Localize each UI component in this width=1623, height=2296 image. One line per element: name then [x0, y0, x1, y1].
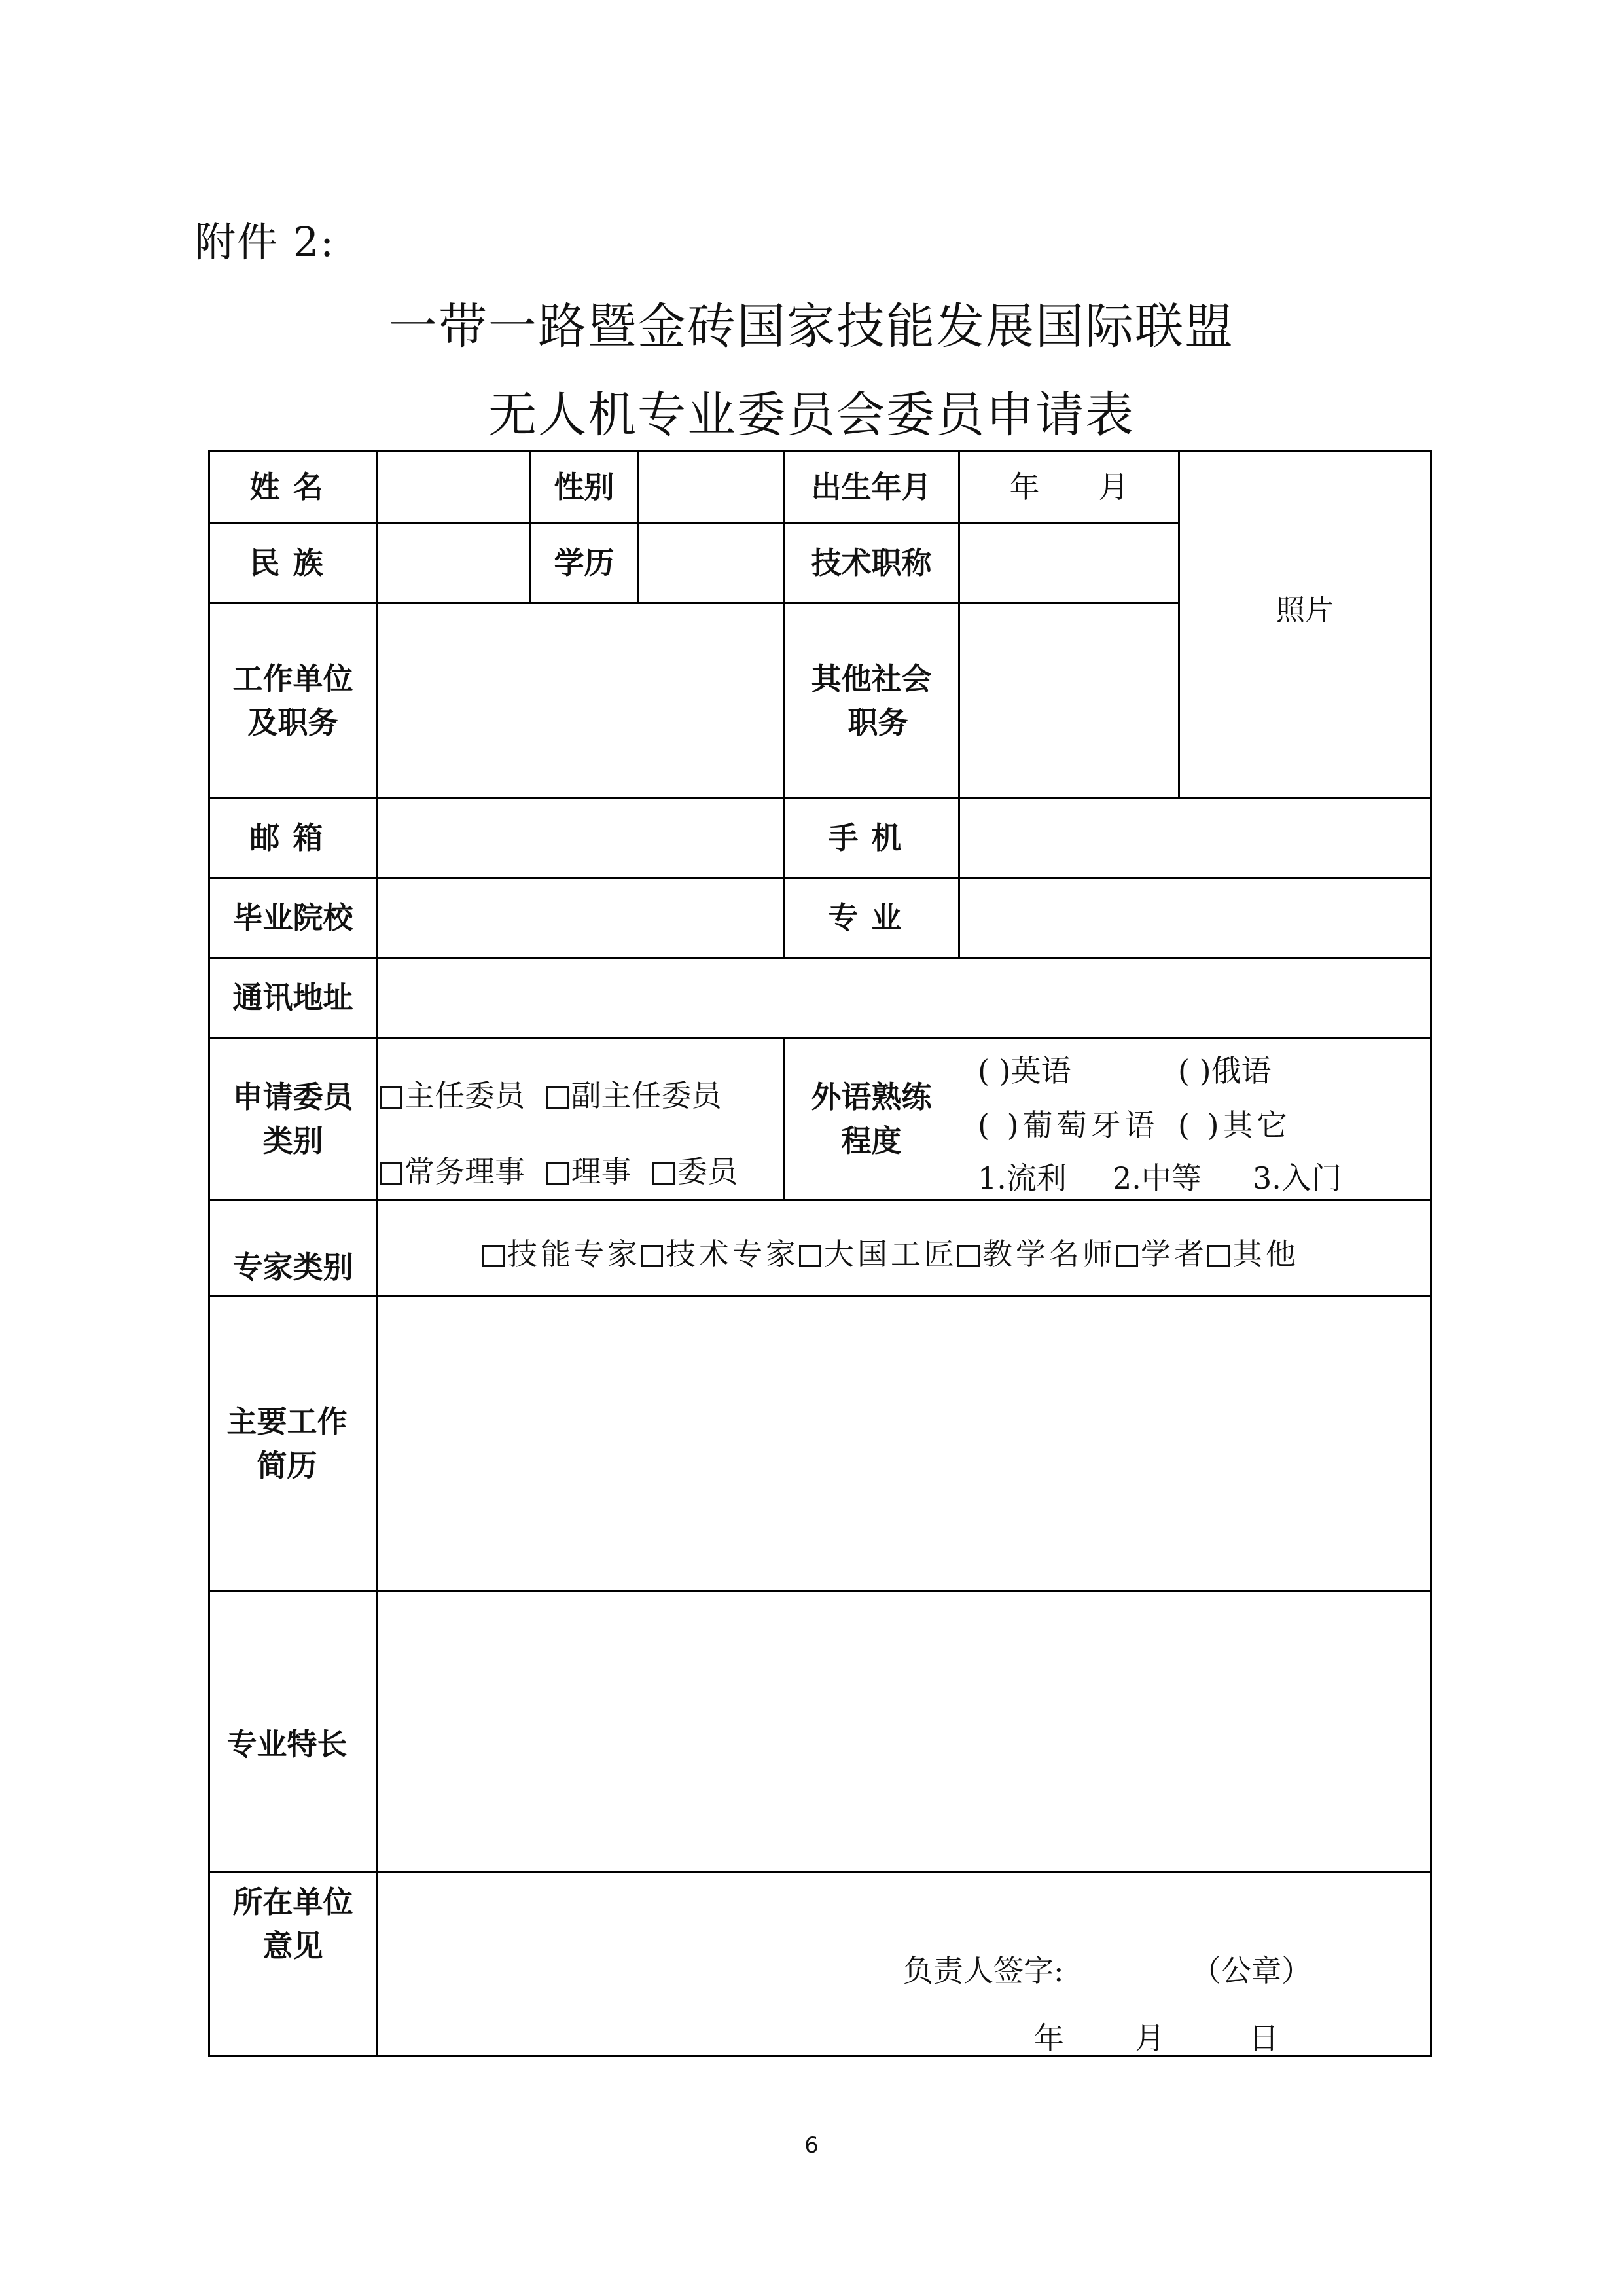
othersocial-label	[785, 604, 958, 797]
checkbox-other-expert[interactable]	[1207, 1245, 1230, 1267]
workunit-label-line2: 及职务	[247, 704, 338, 740]
title-label: 技术职称	[811, 545, 932, 581]
workunit-label	[210, 604, 376, 797]
signature-label: 负责人签字:	[903, 1953, 1064, 1988]
proficiency-beginner[interactable]: 3.入门	[1253, 1160, 1342, 1196]
resume-field[interactable]	[378, 1297, 1430, 1590]
proficiency-medium[interactable]: 2.中等	[1113, 1160, 1202, 1196]
option-member: 委员	[677, 1154, 738, 1189]
proficiency-fluent[interactable]: 1.流利	[978, 1160, 1067, 1196]
othersocial-label-line2: 职务	[847, 704, 908, 740]
option-council: 理事	[571, 1154, 632, 1189]
workunit-label-line1: 工作单位	[232, 660, 353, 696]
checkbox-scholar[interactable]	[1116, 1245, 1138, 1267]
checkbox-member[interactable]	[652, 1162, 675, 1185]
opinion-date-year: 年	[1034, 2020, 1064, 2056]
birth-label: 出生年月	[811, 469, 932, 505]
ethnicity-label: 民族	[249, 545, 336, 581]
birth-field[interactable]	[960, 452, 1178, 522]
ethnicity-field[interactable]	[378, 524, 529, 602]
category-row2	[380, 1148, 738, 1191]
school-label: 毕业院校	[232, 900, 353, 936]
education-label: 学历	[554, 545, 615, 581]
checkbox-craftsman[interactable]	[799, 1245, 821, 1267]
category-row1	[380, 1072, 722, 1115]
opinion-date-day: 日	[1249, 2020, 1279, 2056]
address-field[interactable]	[378, 959, 1430, 1037]
opinion-label-line1: 所在单位	[232, 1884, 353, 1920]
opinion-label-line2: 意见	[262, 1928, 323, 1964]
category-label-line2: 类别	[262, 1122, 323, 1158]
language-label	[785, 1039, 958, 1199]
birth-month-text: 月	[1098, 469, 1129, 505]
language-english[interactable]: ( )英语	[978, 1053, 1071, 1088]
expert-label: 专家类别	[232, 1249, 353, 1285]
major-label: 专业	[828, 900, 915, 936]
othersocial-label-line1: 其他社会	[811, 660, 932, 696]
page-number: 6	[804, 2132, 819, 2159]
attachment-label: 附件 2:	[195, 218, 336, 266]
phone-label: 手机	[828, 820, 915, 856]
opinion-label	[210, 1873, 376, 1977]
opinion-date-month: 月	[1135, 2020, 1165, 2056]
resume-label	[210, 1297, 364, 1590]
title-field[interactable]	[960, 524, 1178, 602]
photo-label: 照片	[1276, 594, 1334, 627]
othersocial-field[interactable]	[960, 604, 1178, 797]
checkbox-teacher[interactable]	[957, 1245, 980, 1267]
option-scholar: 学者	[1141, 1236, 1207, 1272]
birth-year-text: 年	[1009, 469, 1040, 505]
language-russian[interactable]: ( )俄语	[1178, 1053, 1272, 1088]
specialty-field[interactable]	[378, 1592, 1430, 1871]
major-field[interactable]	[960, 879, 1430, 957]
form-title-line2: 无人机专业委员会委员申请表	[488, 387, 1135, 443]
checkbox-standing[interactable]	[380, 1162, 402, 1185]
seal-label: （公章）	[1191, 1953, 1311, 1988]
checkbox-tech-expert[interactable]	[641, 1245, 663, 1267]
education-field[interactable]	[639, 524, 783, 602]
language-label-line1: 外语熟练	[811, 1079, 932, 1115]
email-field[interactable]	[378, 799, 783, 877]
school-field[interactable]	[378, 879, 783, 957]
gender-field[interactable]	[639, 452, 783, 522]
email-label: 邮箱	[249, 820, 336, 856]
option-director: 主任委员	[404, 1078, 525, 1113]
resume-label-line1: 主要工作	[226, 1403, 348, 1439]
checkbox-council[interactable]	[546, 1162, 569, 1185]
category-label-line1: 申请委员	[232, 1079, 353, 1115]
checkbox-vice-director[interactable]	[546, 1086, 569, 1109]
option-tech-expert: 技术专家	[666, 1236, 799, 1272]
photo-box[interactable]	[1180, 452, 1430, 797]
gender-label: 性别	[554, 469, 615, 505]
option-craftsman: 大国工匠	[824, 1236, 957, 1272]
option-standing: 常务理事	[404, 1154, 525, 1189]
expert-options	[482, 1230, 1299, 1274]
phone-field[interactable]	[960, 799, 1430, 877]
option-other-expert: 其他	[1232, 1236, 1299, 1272]
specialty-label: 专业特长	[226, 1727, 348, 1763]
language-portuguese[interactable]: ( )葡萄牙语	[978, 1107, 1159, 1143]
checkbox-skill-expert[interactable]	[482, 1245, 505, 1267]
address-label: 通讯地址	[232, 980, 353, 1016]
category-label	[210, 1039, 376, 1199]
option-vice-director: 副主任委员	[571, 1078, 722, 1113]
name-field[interactable]	[378, 452, 529, 522]
option-skill-expert: 技能专家	[507, 1236, 641, 1272]
checkbox-director[interactable]	[380, 1086, 402, 1109]
form-title-line1: 一带一路暨金砖国家技能发展国际联盟	[389, 298, 1234, 355]
workunit-field[interactable]	[378, 604, 783, 797]
language-other[interactable]: ( )其它	[1178, 1107, 1291, 1143]
name-label: 姓名	[249, 469, 336, 505]
language-label-line2: 程度	[841, 1122, 902, 1158]
resume-label-line2: 简历	[257, 1447, 317, 1483]
option-teacher: 教学名师	[982, 1236, 1116, 1272]
